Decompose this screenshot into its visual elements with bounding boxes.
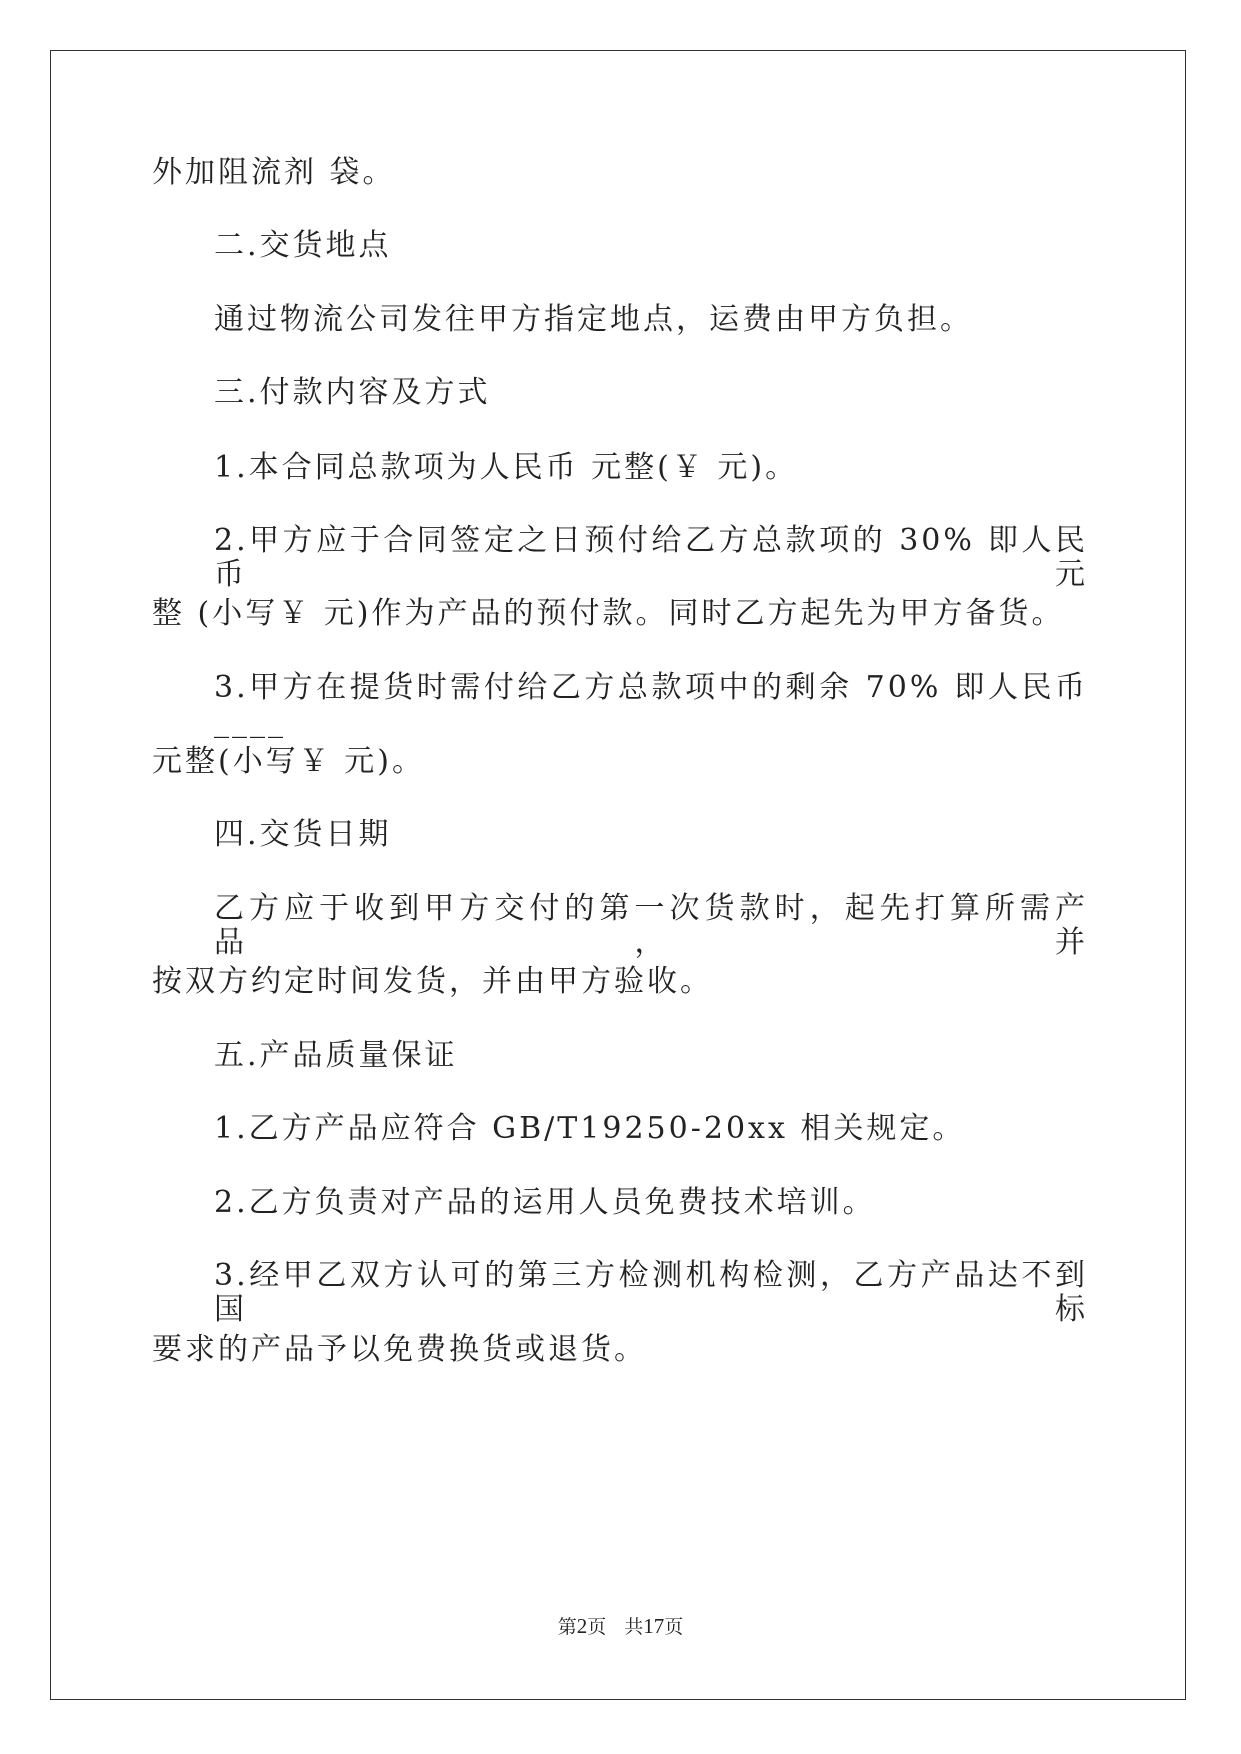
payment-clause-3-line-2: 元整(小写￥ 元)。: [152, 744, 425, 779]
delivery-date-line-1: 乙方应于收到甲方交付的第一次货款时，起先打算所需产品，并: [214, 891, 1088, 960]
payment-clause-2-line-2: 整 (小写￥ 元)作为产品的预付款。同时乙方起先为甲方备货。: [152, 596, 1065, 631]
body-line-1: 外加阻流剂 袋。: [152, 155, 396, 190]
payment-clause-2-line-1: 2.甲方应于合同签定之日预付给乙方总款项的 30% 即人民币 元: [214, 523, 1088, 592]
delivery-date-line-2: 按双方约定时间发货，并由甲方验收。: [152, 964, 713, 999]
page-border: [50, 50, 1186, 1700]
payment-clause-3-line-1: 3.甲方在提货时需付给乙方总款项中的剩余 70% 即人民币 ____: [214, 670, 1088, 739]
footer-total-suffix: 页: [664, 1616, 684, 1638]
section-heading-payment: 三.付款内容及方式: [214, 375, 491, 410]
payment-clause-1: 1.本合同总款项为人民币 元整(￥ 元)。: [214, 450, 799, 485]
section-heading-delivery-location: 二.交货地点: [214, 228, 392, 263]
quality-clause-1: 1.乙方产品应符合 GB/T19250-20xx 相关规定。: [214, 1111, 966, 1146]
section-heading-quality: 五.产品质量保证: [214, 1038, 458, 1073]
quality-clause-2: 2.乙方负责对产品的运用人员免费技术培训。: [214, 1185, 876, 1220]
footer-page-number: 2: [576, 1614, 588, 1638]
footer-total-prefix: 共: [624, 1616, 644, 1638]
footer-prefix: 第: [557, 1616, 577, 1638]
footer-page-suffix: 页: [587, 1616, 607, 1638]
footer-total-pages: 17: [643, 1614, 665, 1638]
quality-clause-3-line-1: 3.经甲乙双方认可的第三方检测机构检测，乙方产品达不到国标: [214, 1258, 1088, 1327]
page-footer: [0, 1612, 1241, 1639]
section-heading-delivery-date: 四.交货日期: [214, 817, 392, 852]
body-line-3: 通过物流公司发往甲方指定地点，运费由甲方负担。: [214, 302, 973, 337]
quality-clause-3-line-2: 要求的产品予以免费换货或退货。: [152, 1332, 647, 1367]
